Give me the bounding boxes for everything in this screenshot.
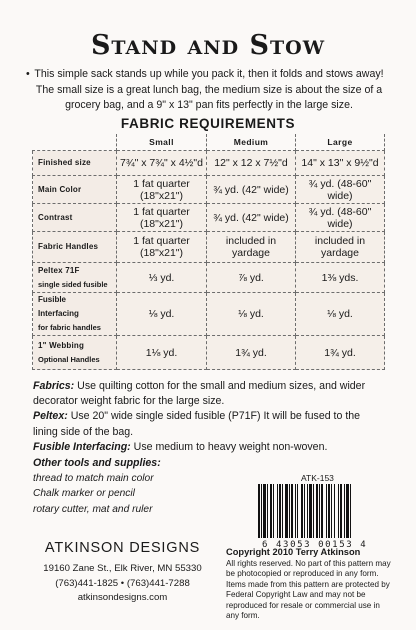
barcode-bar xyxy=(258,484,260,538)
barcode-bar xyxy=(267,484,268,538)
interfacing-note xyxy=(33,440,385,455)
table-cell: ⅞ yd. xyxy=(207,263,296,293)
cell-line: ¾ yd. (48-60" wide) xyxy=(308,177,372,202)
row-label: Main Color xyxy=(38,184,82,194)
pattern-title: Stand and Stow xyxy=(90,30,326,61)
brand-website[interactable]: atkinsondesigns.com xyxy=(77,592,168,604)
intro-line-3: grocery bag, and a 9" x 13" pan fits perfectly in the large size. xyxy=(65,99,353,111)
table-cell xyxy=(207,204,296,232)
barcode-bar xyxy=(338,484,339,538)
barcode-bar xyxy=(346,484,349,538)
barcode-bar xyxy=(350,484,351,538)
table-cell: ⅛ yd. xyxy=(296,293,385,336)
cell-line: 1 fat quarter xyxy=(133,177,190,190)
cell-line: yardage xyxy=(321,247,359,259)
row-label-contrast xyxy=(33,204,117,232)
table-cell xyxy=(207,232,296,263)
barcode-bar xyxy=(340,484,342,538)
row-label-finished-size xyxy=(33,151,117,176)
barcode-bar xyxy=(313,484,314,538)
row-label-webbing xyxy=(33,336,117,370)
table-cell: ⅓ yd. xyxy=(117,263,207,293)
fabrics-note-label: Fabrics: xyxy=(33,380,75,392)
intro-line-1: This simple sack stands up while you pack it, then it folds and stows away! xyxy=(34,68,384,80)
table-row xyxy=(33,151,385,176)
cell-line: yardage xyxy=(232,247,270,259)
cell-line: ¾ yd. (48-60" wide) xyxy=(308,205,372,230)
table-row xyxy=(33,336,385,370)
barcode-bar xyxy=(344,484,345,538)
table-cell xyxy=(207,176,296,204)
row-label-line-2: Interfacing xyxy=(38,309,79,318)
header-blank-cell xyxy=(33,134,117,151)
table-cell xyxy=(296,204,385,232)
table-row xyxy=(33,176,385,204)
cell-line: included in xyxy=(225,235,277,247)
cell-line: included in xyxy=(314,235,366,247)
fabric-requirements-heading: FABRIC REQUIREMENTS xyxy=(120,116,296,131)
column-header-medium: Medium xyxy=(207,134,296,151)
barcode-bar xyxy=(279,484,281,538)
cell-line: 1 fat quarter xyxy=(133,235,190,247)
row-label-peltex xyxy=(33,263,117,293)
table-cell: 1¾ yd. xyxy=(207,336,296,370)
fabric-requirements-table xyxy=(32,134,385,370)
barcode-bar xyxy=(316,484,318,538)
intro-bullet: • xyxy=(26,68,30,80)
row-sublabel: single sided fusible xyxy=(38,279,108,289)
barcode-bar xyxy=(263,484,266,538)
table-cell xyxy=(117,232,207,263)
brand-contact xyxy=(35,562,210,606)
row-label-fabric-handles xyxy=(33,232,117,263)
row-sublabel: Optional Handles xyxy=(38,354,100,364)
cell-line: (18"x21") xyxy=(139,247,184,259)
row-label-main-color xyxy=(33,176,117,204)
barcode-bar xyxy=(295,484,296,538)
tools-item: rotary cutter, mat and ruler xyxy=(33,503,153,515)
barcode-bar xyxy=(291,484,293,538)
table-row xyxy=(33,204,385,232)
copyright-text: All rights reserved. No part of this pattern may be photocopied or reproduced in any form. Items made from this pattern are protected by Federal Copyright Law and may not be reproduced for resale or commercial use in any form. xyxy=(226,559,391,621)
column-header-small: Small xyxy=(117,134,207,151)
table-cell xyxy=(296,176,385,204)
peltex-note xyxy=(33,409,385,439)
tools-item: Chalk marker or pencil xyxy=(33,488,135,500)
barcode-bar xyxy=(282,484,283,538)
peltex-note-label: Peltex: xyxy=(33,410,68,423)
cell-line: ¾ yd. (42" wide) xyxy=(213,183,289,196)
row-label: Peltex 71F xyxy=(38,265,80,275)
intro-text xyxy=(26,67,384,114)
table-cell: 12" x 12 x 7½"d xyxy=(207,151,296,176)
barcode-bar xyxy=(297,484,298,538)
barcode-number: 6 43053 00153 4 xyxy=(262,540,368,550)
barcode-bar xyxy=(285,484,288,538)
tools-item: thread to match main color xyxy=(33,473,154,485)
table-cell: 14" x 13" x 9½"d xyxy=(296,151,385,176)
barcode-bar xyxy=(326,484,327,538)
interfacing-note-label: Fusible Interfacing: xyxy=(33,440,131,453)
column-header-large: Large xyxy=(296,134,385,151)
brand-address: 19160 Zane St., Elk River, MN 55330 xyxy=(43,563,202,574)
row-label: Contrast xyxy=(38,212,73,222)
barcode-bar xyxy=(309,484,312,538)
barcode-bar xyxy=(270,484,272,538)
table-row xyxy=(33,293,385,336)
barcode-bar xyxy=(273,484,274,538)
row-label-fusible-interfacing xyxy=(33,293,117,336)
barcode-bar xyxy=(319,484,320,538)
row-label: Fusible xyxy=(38,295,67,304)
table-row xyxy=(33,232,385,263)
barcode-bar xyxy=(277,484,278,538)
cell-line: ¾ yd. (42" wide) xyxy=(213,211,289,224)
table-cell: 7¾" x 7¾" x 4½"d xyxy=(117,151,207,176)
barcode-bar xyxy=(261,484,262,538)
barcode-bar xyxy=(304,484,305,538)
barcode-bar xyxy=(307,484,308,538)
barcode-bar xyxy=(331,484,332,538)
table-cell xyxy=(117,176,207,204)
barcode-bar xyxy=(321,484,323,538)
row-label: Finished size xyxy=(38,158,91,167)
table-cell xyxy=(117,204,207,232)
table-cell: 1¾ yd. xyxy=(296,336,385,370)
fabrics-note xyxy=(33,379,385,409)
cell-line: (18"x21") xyxy=(139,189,184,202)
barcode-bar xyxy=(301,484,303,538)
barcode xyxy=(256,484,380,538)
barcode-bar xyxy=(328,484,330,538)
cell-line: (18"x21") xyxy=(139,217,184,230)
peltex-note-text: Use 20" wide single sided fusible (P71F) It will be fused to the lining side of the bag. xyxy=(33,410,361,438)
row-sublabel: for fabric handles xyxy=(38,323,101,332)
table-cell xyxy=(296,232,385,263)
row-label: 1" Webbing xyxy=(38,340,85,350)
brand-name: ATKINSON DESIGNS xyxy=(44,540,201,556)
fabrics-note-text: Use quilting cotton for the small and medium sizes, and wider decorator weight fabric for the large size. xyxy=(33,380,366,408)
table-cell: ⅛ yd. xyxy=(117,293,207,336)
table-row xyxy=(33,263,385,293)
intro-line-2: The small size is a great lunch bag, the medium size is about the size of a xyxy=(35,83,383,96)
barcode-bar xyxy=(289,484,290,538)
table-cell: ⅛ yd. xyxy=(207,293,296,336)
sku-label: ATK-153 xyxy=(301,473,334,483)
barcode-bar xyxy=(334,484,335,538)
brand-phones: (763)441-1825 • (763)441-7288 xyxy=(55,577,190,589)
tools-heading: Other tools and supplies: xyxy=(33,457,161,470)
row-label: Fabric Handles xyxy=(38,242,99,251)
cell-line: 1 fat quarter xyxy=(133,205,190,218)
table-cell: 1⅜ yds. xyxy=(296,263,385,293)
table-cell: 1⅛ yd. xyxy=(117,336,207,370)
copyright-heading: Copyright 2010 Terry Atkinson xyxy=(226,547,361,557)
interfacing-note-text: Use medium to heavy weight non-woven. xyxy=(133,440,328,453)
